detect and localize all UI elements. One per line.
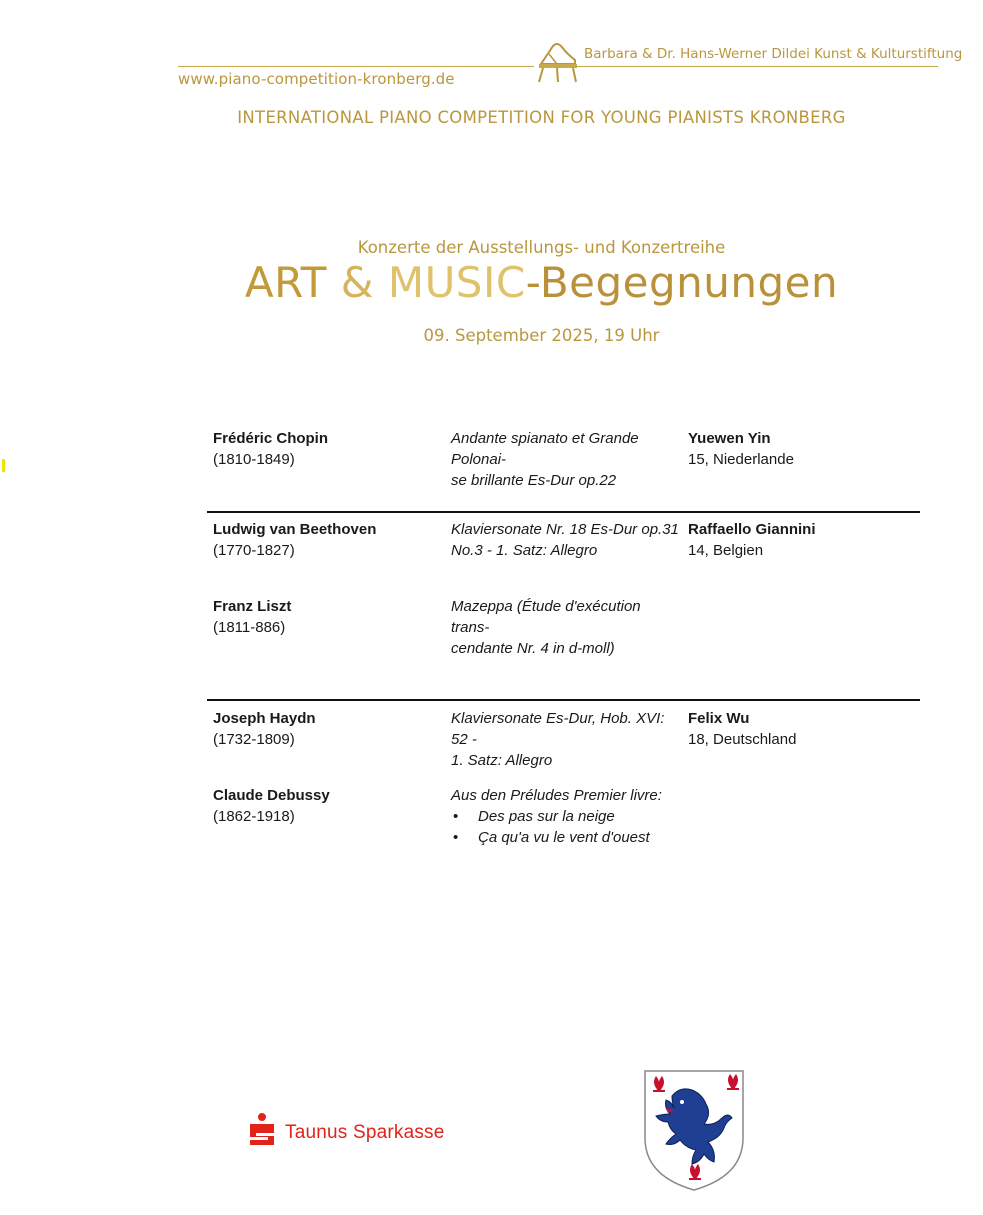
work-list-item: • Des pas sur la neige <box>451 806 679 827</box>
foundation-name: Barbara & Dr. Hans-Werner Dildei Kunst & Kulturstiftung <box>584 46 963 62</box>
work-line: Aus den Préludes Premier livre: <box>451 787 662 804</box>
work-title <box>451 785 679 848</box>
section-divider <box>207 699 920 701</box>
composer-name: Franz Liszt <box>213 598 292 615</box>
composer-dates: (1862-1918) <box>213 808 295 825</box>
composer <box>213 785 330 827</box>
work-line: No.3 - 1. Satz: Allegro <box>451 542 598 559</box>
work-line: Andante spianato et Grande Polonai- <box>451 430 639 468</box>
section-divider <box>207 511 920 513</box>
competition-title: INTERNATIONAL PIANO COMPETITION FOR YOUNG PIANISTS KRONBERG <box>237 108 846 127</box>
margin-marker <box>2 459 5 472</box>
website-link[interactable]: www.piano-competition-kronberg.de <box>178 70 455 88</box>
event-title-rest: -Begegnungen <box>525 258 839 307</box>
work-list-item: • Ça qu'a vu le vent d'ouest <box>451 827 679 848</box>
performer <box>688 519 816 561</box>
performer <box>688 708 796 750</box>
work-line: Klaviersonate Es-Dur, Hob. XVI: 52 - <box>451 710 665 748</box>
grand-piano-icon <box>531 42 579 84</box>
event-date: 09. September 2025, 19 Uhr <box>423 326 660 345</box>
work-title <box>451 596 679 659</box>
performer-info: 18, Deutschland <box>688 731 797 748</box>
header-rule-right <box>572 66 938 67</box>
composer <box>213 519 376 561</box>
event-title-ampersand: & <box>326 258 388 307</box>
composer-dates: (1811-886) <box>213 619 286 636</box>
work-title <box>451 708 679 771</box>
composer-name: Joseph Haydn <box>213 710 316 727</box>
performer-info: 14, Belgien <box>688 542 764 559</box>
composer-dates: (1732-1809) <box>213 731 295 748</box>
composer <box>213 428 328 470</box>
event-title-art: ART <box>244 258 327 307</box>
header-rule-left <box>178 66 534 67</box>
work-line: 1. Satz: Allegro <box>451 752 553 769</box>
performer-info: 15, Niederlande <box>688 451 794 468</box>
event-title-music: MUSIC <box>387 258 526 307</box>
sparkasse-s-logo-icon <box>248 1113 276 1147</box>
performer <box>688 428 794 470</box>
work-list <box>451 806 679 848</box>
composer-name: Frédéric Chopin <box>213 430 329 447</box>
work-line: Klaviersonate Nr. 18 Es-Dur op.31 <box>451 521 679 538</box>
sponsor-name: Taunus Sparkasse <box>285 1122 445 1143</box>
composer-dates: (1810-1849) <box>213 451 295 468</box>
composer-name: Ludwig van Beethoven <box>213 521 377 538</box>
composer <box>213 708 316 750</box>
work-line: se brillante Es-Dur op.22 <box>451 472 617 489</box>
work-title <box>451 428 679 491</box>
lion-coat-of-arms-icon <box>642 1068 746 1192</box>
sponsor-logo <box>248 1113 445 1147</box>
performer-name: Raffaello Giannini <box>688 521 816 538</box>
performer-name: Felix Wu <box>688 710 750 727</box>
composer <box>213 596 291 638</box>
work-line: cendante Nr. 4 in d-moll) <box>451 640 615 657</box>
series-kicker: Konzerte der Ausstellungs- und Konzertreihe <box>357 238 726 257</box>
composer-name: Claude Debussy <box>213 787 330 804</box>
work-title <box>451 519 679 561</box>
event-title <box>0 258 983 307</box>
performer-name: Yuewen Yin <box>688 430 771 447</box>
work-line: Mazeppa (Étude d'exécution trans- <box>451 598 641 636</box>
composer-dates: (1770-1827) <box>213 542 295 559</box>
